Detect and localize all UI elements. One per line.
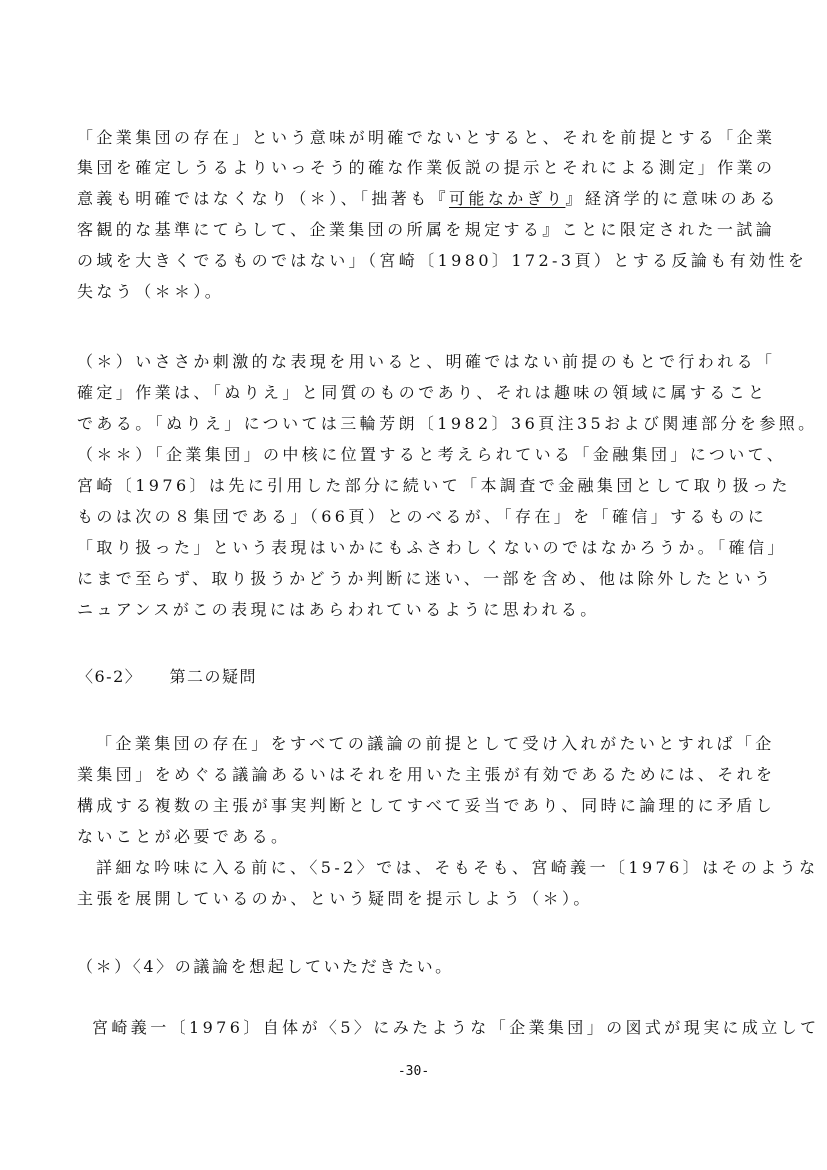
paragraph-1-line-1: 「企業集団の存在」という意味が明確でないとすると、それを前提とする「企業	[77, 128, 776, 147]
section-number: 〈6-2〉	[77, 667, 143, 686]
paragraph-2-line-3: 構成する複数の主張が事実判断としてすべて妥当であり、同時に論理的に矛盾し	[77, 796, 776, 815]
paragraph-2-line-1: 「企業集団の存在」をすべての議論の前提として受け入れがたいとすれば「企	[96, 734, 775, 753]
paragraph-2-line-4: ないことが必要である。	[77, 827, 291, 846]
note-line-3: である。「ぬりえ」については三輪芳朗〔1982〕36頁注35および関連部分を参照。	[77, 414, 818, 433]
paragraph-3-line-1: 宮崎義一〔1976〕自体が〈5〉にみたような「企業集団」の図式が現実に成立して	[92, 1018, 820, 1037]
paragraph-2-line-5: 詳細な吟味に入る前に、〈5-2〉では、そもそも、宮崎義一〔1976〕はそのような	[96, 858, 819, 877]
paragraph-1-line-3-tail: 』経済学的に意味のある	[565, 189, 779, 208]
section-heading	[77, 667, 257, 687]
paragraph-1-line-3-head: 意義も明確ではなくなり（＊）、「拙著も『	[77, 189, 450, 208]
note-line-8: にまで至らず、取り扱うかどうか判断に迷い、一部を含め、他は除外したという	[77, 569, 774, 588]
section-title: 第二の疑問	[169, 667, 257, 686]
paragraph-1-line-4: 客観的な基準にてらして、企業集団の所属を規定する』ことに限定された一試論	[77, 220, 776, 239]
note-3: （＊）〈4〉の議論を想起していただきたい。	[77, 957, 454, 976]
paragraph-1-line-6: 失なう（＊＊）。	[77, 282, 225, 301]
note-line-6: ものは次の８集団である」（66頁）とのべるが、「存在」を「確信」するものに	[77, 507, 768, 526]
underlined-phrase: 可能なかぎり	[449, 189, 566, 208]
note-line-2: 確定」作業は、「ぬりえ」と同質のものであり、それは趣味の領域に属すること	[77, 383, 768, 402]
note-line-9: ニュアンスがこの表現にはあらわれているように思われる。	[77, 600, 600, 619]
note-line-1: （＊）いささか刺激的な表現を用いると、明確ではない前提のもとで行われる「	[77, 352, 776, 371]
note-line-4: （＊＊）「企業集団」の中核に位置すると考えられている「金融集団」について、	[77, 445, 787, 464]
note-line-7: 「取り扱った」という表現はいかにもふさわしくないのではなかろうか。「確信」	[77, 538, 787, 557]
page-number: -30-	[397, 1064, 430, 1079]
paragraph-2-line-6: 主張を展開しているのか、という疑問を提示しよう（＊）。	[77, 889, 593, 908]
paragraph-2-line-2: 業集団」をめぐる議論あるいはそれを用いた主張が有効であるためには、それを	[77, 765, 776, 784]
note-line-5: 宮崎〔1976〕は先に引用した部分に続いて「本調査で金融集団として取り扱った	[77, 476, 791, 495]
paragraph-1-line-3	[77, 189, 779, 209]
paragraph-1-line-5: の域を大きくでるものではない」（宮崎〔1980〕172-3頁）とする反論も有効性を	[77, 251, 808, 270]
paragraph-1-line-2: 集団を確定しうるよりいっそう的確な作業仮説の提示とそれによる測定」作業の	[77, 158, 776, 177]
